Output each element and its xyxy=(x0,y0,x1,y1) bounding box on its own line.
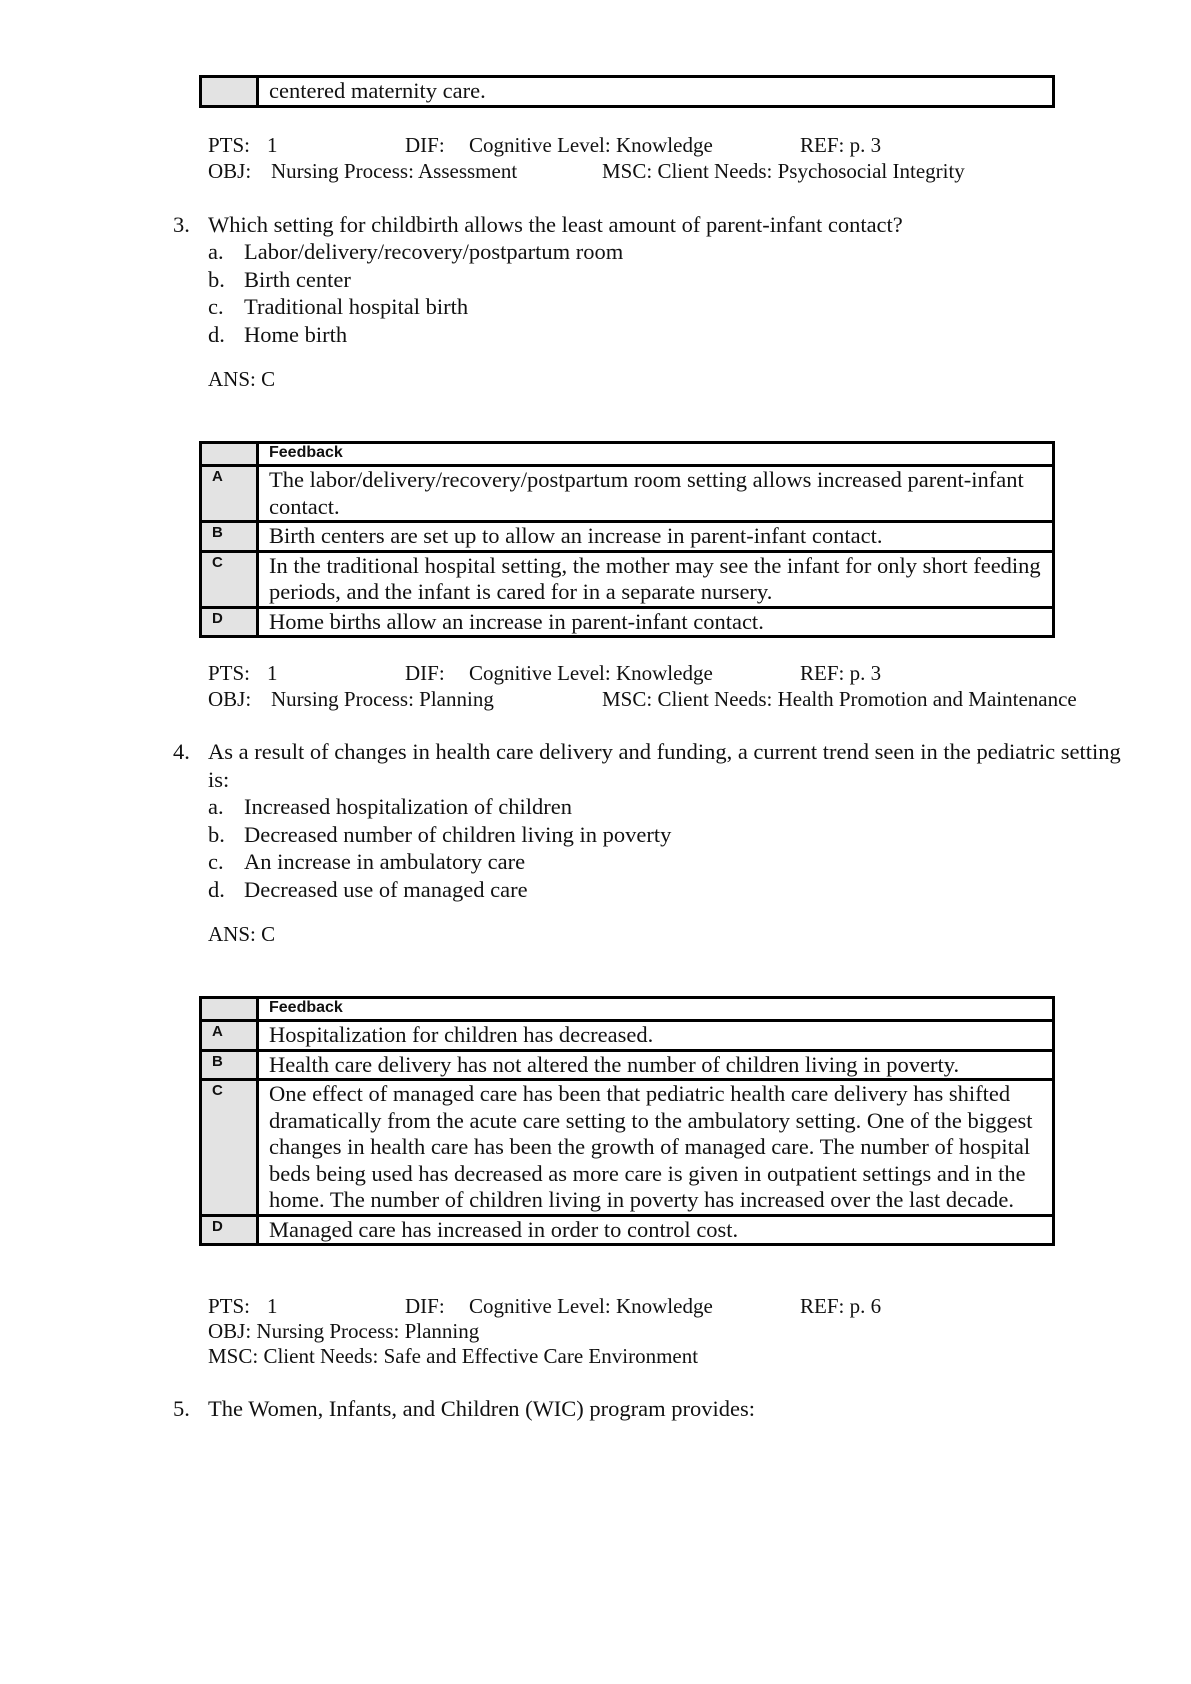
answer-option xyxy=(208,793,572,820)
question-stem: Which setting for childbirth allows the least amount of parent-infant contact? xyxy=(208,212,903,237)
feedback-text: Home births allow an increase in parent-infant contact. xyxy=(258,607,1054,637)
feedback-header: Feedback xyxy=(258,443,1054,466)
answer-key: ANS: C xyxy=(208,367,276,391)
option-letter: b. xyxy=(208,267,225,292)
option-text: An increase in ambulatory care xyxy=(244,849,526,874)
answer-option xyxy=(208,238,623,265)
pts-label: PTS: xyxy=(208,133,251,157)
feedback-key: D xyxy=(201,1215,258,1245)
pts-label: PTS: xyxy=(208,661,251,685)
answer-option xyxy=(208,821,671,848)
option-text: Home birth xyxy=(244,322,348,347)
feedback-text: Birth centers are set up to allow an increase in parent-infant contact. xyxy=(258,522,1054,552)
feedback-row xyxy=(201,1050,1054,1080)
dif-value: Cognitive Level: Knowledge xyxy=(469,133,713,157)
feedback-key: A xyxy=(201,1021,258,1051)
feedback-row xyxy=(201,466,1054,522)
option-text: Increased hospitalization of children xyxy=(244,794,572,819)
feedback-text: Managed care has increased in order to control cost. xyxy=(258,1215,1054,1245)
ref-text: REF: p. 3 xyxy=(800,661,882,685)
question-stem: As a result of changes in health care delivery and funding, a current trend seen in the pediatric setting is: xyxy=(208,739,1121,792)
obj-text: OBJ: Nursing Process: Planning xyxy=(208,1319,480,1343)
dif-value: Cognitive Level: Knowledge xyxy=(469,1294,713,1318)
question-number: 5. xyxy=(173,1396,190,1421)
option-letter: d. xyxy=(208,322,225,347)
feedback-text: Health care delivery has not altered the number of children living in poverty. xyxy=(258,1050,1054,1080)
dif-value: Cognitive Level: Knowledge xyxy=(469,661,713,685)
feedback-key: B xyxy=(201,1050,258,1080)
feedback-text: In the traditional hospital setting, the mother may see the infant for only short feeding periods, and the infant is cared for in a separate nursery. xyxy=(258,551,1054,607)
option-text: Decreased use of managed care xyxy=(244,877,528,902)
option-text: Labor/delivery/recovery/postpartum room xyxy=(244,239,624,264)
feedback-table xyxy=(199,441,1055,638)
obj-label: OBJ: xyxy=(208,159,252,183)
feedback-table xyxy=(199,996,1055,1246)
option-letter: d. xyxy=(208,877,225,902)
answer-option xyxy=(208,848,525,875)
option-text: Birth center xyxy=(244,267,351,292)
feedback-key-cell xyxy=(201,998,258,1021)
ref-text: REF: p. 3 xyxy=(800,133,882,157)
answer-option xyxy=(208,293,468,320)
answer-key: ANS: C xyxy=(208,922,276,946)
feedback-text: centered maternity care. xyxy=(258,77,1054,107)
pts-value: 1 xyxy=(267,661,278,685)
dif-label: DIF: xyxy=(405,1294,445,1318)
option-letter: a. xyxy=(208,794,224,819)
feedback-key: C xyxy=(201,551,258,607)
feedback-key: B xyxy=(201,522,258,552)
feedback-key: D xyxy=(201,607,258,637)
option-letter: c. xyxy=(208,294,224,319)
feedback-row xyxy=(201,1021,1054,1051)
msc-text: MSC: Client Needs: Safe and Effective Care Environment xyxy=(208,1344,699,1368)
feedback-row xyxy=(201,1215,1054,1245)
obj-value: Nursing Process: Planning xyxy=(271,687,494,711)
answer-option xyxy=(208,266,351,293)
msc-text: MSC: Client Needs: Psychosocial Integrity xyxy=(602,159,965,183)
option-text: Traditional hospital birth xyxy=(244,294,469,319)
obj-value: Nursing Process: Assessment xyxy=(271,159,518,183)
question-stem: The Women, Infants, and Children (WIC) program provides: xyxy=(208,1396,756,1421)
dif-label: DIF: xyxy=(405,661,445,685)
feedback-text: The labor/delivery/recovery/postpartum room setting allows increased parent-infant contact. xyxy=(258,466,1054,522)
feedback-key: A xyxy=(201,466,258,522)
msc-text: MSC: Client Needs: Health Promotion and Maintenance xyxy=(602,687,1077,711)
pts-value: 1 xyxy=(267,133,278,157)
feedback-row xyxy=(201,1080,1054,1216)
feedback-header: Feedback xyxy=(258,998,1054,1021)
feedback-row xyxy=(201,522,1054,552)
ref-text: REF: p. 6 xyxy=(800,1294,882,1318)
option-text: Decreased number of children living in poverty xyxy=(244,822,672,847)
option-letter: a. xyxy=(208,239,224,264)
dif-label: DIF: xyxy=(405,133,445,157)
obj-label: OBJ: xyxy=(208,687,252,711)
feedback-key-cell xyxy=(201,443,258,466)
answer-option xyxy=(208,321,347,348)
feedback-key-cell xyxy=(201,77,258,107)
pts-value: 1 xyxy=(267,1294,278,1318)
option-letter: c. xyxy=(208,849,224,874)
feedback-row xyxy=(201,551,1054,607)
answer-option xyxy=(208,876,528,903)
feedback-text: One effect of managed care has been that pediatric health care delivery has shifted dramatically from the acute care setting to the ambulatory setting. One of the biggest changes in health care has been the growth of managed care. The number of hospital beds being used has decreased as more care is given in outpatient settings and in the home. The number of children living in poverty has increased over the last decade. xyxy=(258,1080,1054,1216)
feedback-row xyxy=(201,607,1054,637)
pts-label: PTS: xyxy=(208,1294,251,1318)
feedback-table-fragment xyxy=(199,75,1055,108)
question-number: 3. xyxy=(173,212,190,237)
feedback-key: C xyxy=(201,1080,258,1216)
feedback-text: Hospitalization for children has decreased. xyxy=(258,1021,1054,1051)
question-number: 4. xyxy=(173,739,190,764)
option-letter: b. xyxy=(208,822,225,847)
